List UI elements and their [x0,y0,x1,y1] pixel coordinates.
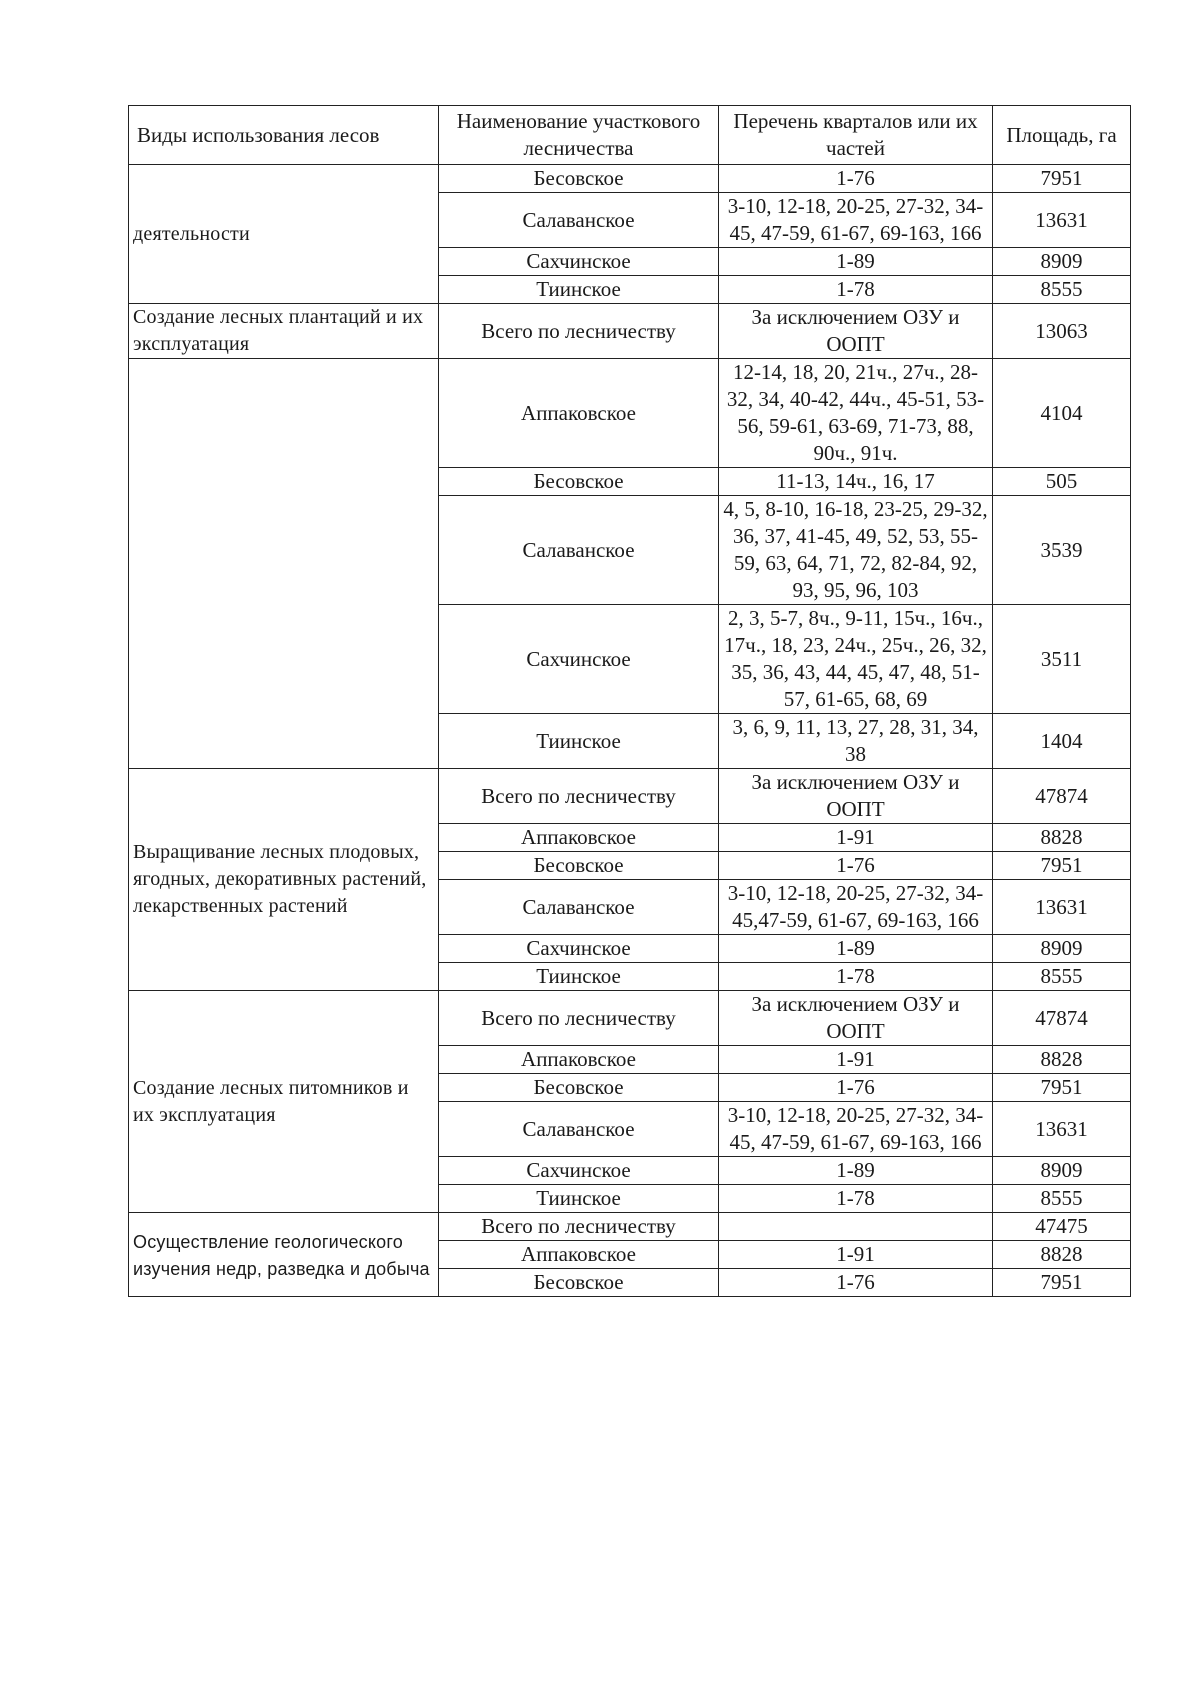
table-row [129,1213,1131,1241]
table-row [129,304,1131,359]
district-cell: Сахчинское [439,605,719,714]
table-row [129,165,1131,193]
quarters-cell: 1-89 [719,1157,993,1185]
area-cell: 4104 [993,359,1131,468]
district-cell: Всего по лесничеству [439,1213,719,1241]
quarters-cell: 1-91 [719,824,993,852]
area-cell: 7951 [993,165,1131,193]
table-body [129,165,1131,1297]
usage-type-cell: деятельности [129,165,439,304]
usage-type-cell: Осуществление геологического изучения недр, разведка и добыча [129,1213,439,1297]
area-cell: 8555 [993,963,1131,991]
usage-type-cell: Выращивание лесных плодовых, ягодных, декоративных растений, лекарственных растений [129,769,439,991]
district-cell: Аппаковское [439,359,719,468]
area-cell: 8909 [993,1157,1131,1185]
district-cell: Сахчинское [439,935,719,963]
area-cell: 7951 [993,1074,1131,1102]
header-usage: Виды использования лесов [129,106,439,165]
quarters-cell: 1-76 [719,1074,993,1102]
district-cell: Салаванское [439,193,719,248]
area-cell: 13631 [993,880,1131,935]
table-row [129,769,1131,824]
district-cell: Салаванское [439,1102,719,1157]
area-cell: 8555 [993,1185,1131,1213]
district-cell: Бесовское [439,1074,719,1102]
area-cell: 7951 [993,1269,1131,1297]
quarters-cell: 1-76 [719,165,993,193]
table-row [129,359,1131,468]
quarters-cell: 11-13, 14ч., 16, 17 [719,468,993,496]
quarters-cell: 1-91 [719,1241,993,1269]
usage-type-cell: Создание лесных плантаций и их эксплуатация [129,304,439,359]
area-cell: 8828 [993,1241,1131,1269]
district-cell: Бесовское [439,852,719,880]
area-cell: 3511 [993,605,1131,714]
area-cell: 47874 [993,769,1131,824]
header-district: Наименование участкового лесничества [439,106,719,165]
quarters-cell: 1-78 [719,963,993,991]
district-cell: Тиинское [439,963,719,991]
district-cell: Аппаковское [439,824,719,852]
quarters-cell: 1-78 [719,1185,993,1213]
area-cell: 8555 [993,276,1131,304]
area-cell: 13631 [993,1102,1131,1157]
quarters-cell [719,1213,993,1241]
district-cell: Салаванское [439,496,719,605]
header-quarters: Перечень кварталов или их частей [719,106,993,165]
quarters-cell: 3-10, 12-18, 20-25, 27-32, 34-45,47-59, 61-67, 69-163, 166 [719,880,993,935]
area-cell: 13631 [993,193,1131,248]
usage-type-cell [129,359,439,769]
quarters-cell: 2, 3, 5-7, 8ч., 9-11, 15ч., 16ч., 17ч., 18, 23, 24ч., 25ч., 26, 32, 35, 36, 43, 44, 45, 47, 48, 51-57, 61-65, 68, 69 [719,605,993,714]
area-cell: 505 [993,468,1131,496]
area-cell: 47874 [993,991,1131,1046]
table-header-row [129,106,1131,165]
district-cell: Салаванское [439,880,719,935]
quarters-cell: 1-76 [719,852,993,880]
quarters-cell: 1-89 [719,248,993,276]
quarters-cell: 1-89 [719,935,993,963]
area-cell: 3539 [993,496,1131,605]
area-cell: 1404 [993,714,1131,769]
quarters-cell: За исключением ОЗУ и ООПТ [719,991,993,1046]
district-cell: Тиинское [439,1185,719,1213]
district-cell: Бесовское [439,165,719,193]
quarters-cell: 3-10, 12-18, 20-25, 27-32, 34-45, 47-59, 61-67, 69-163, 166 [719,1102,993,1157]
district-cell: Бесовское [439,468,719,496]
district-cell: Тиинское [439,714,719,769]
quarters-cell: За исключением ОЗУ и ООПТ [719,304,993,359]
area-cell: 13063 [993,304,1131,359]
area-cell: 7951 [993,852,1131,880]
quarters-cell: 4, 5, 8-10, 16-18, 23-25, 29-32, 36, 37, 41-45, 49, 52, 53, 55-59, 63, 64, 71, 72, 82-84, 92, 93, 95, 96, 103 [719,496,993,605]
forest-usage-table [128,105,1131,1297]
district-cell: Всего по лесничеству [439,304,719,359]
district-cell: Аппаковское [439,1241,719,1269]
district-cell: Сахчинское [439,1157,719,1185]
quarters-cell: 12-14, 18, 20, 21ч., 27ч., 28-32, 34, 40-42, 44ч., 45-51, 53-56, 59-61, 63-69, 71-73, 88, 90ч., 91ч. [719,359,993,468]
area-cell: 8909 [993,248,1131,276]
district-cell: Аппаковское [439,1046,719,1074]
district-cell: Всего по лесничеству [439,769,719,824]
quarters-cell: 3-10, 12-18, 20-25, 27-32, 34-45, 47-59, 61-67, 69-163, 166 [719,193,993,248]
header-area: Площадь, га [993,106,1131,165]
district-cell: Бесовское [439,1269,719,1297]
table-row [129,991,1131,1046]
district-cell: Сахчинское [439,248,719,276]
area-cell: 8828 [993,824,1131,852]
usage-type-cell: Создание лесных питомников и их эксплуатация [129,991,439,1213]
district-cell: Тиинское [439,276,719,304]
quarters-cell: 1-76 [719,1269,993,1297]
area-cell: 8828 [993,1046,1131,1074]
area-cell: 8909 [993,935,1131,963]
area-cell: 47475 [993,1213,1131,1241]
quarters-cell: 3, 6, 9, 11, 13, 27, 28, 31, 34, 38 [719,714,993,769]
quarters-cell: За исключением ОЗУ и ООПТ [719,769,993,824]
district-cell: Всего по лесничеству [439,991,719,1046]
quarters-cell: 1-78 [719,276,993,304]
quarters-cell: 1-91 [719,1046,993,1074]
